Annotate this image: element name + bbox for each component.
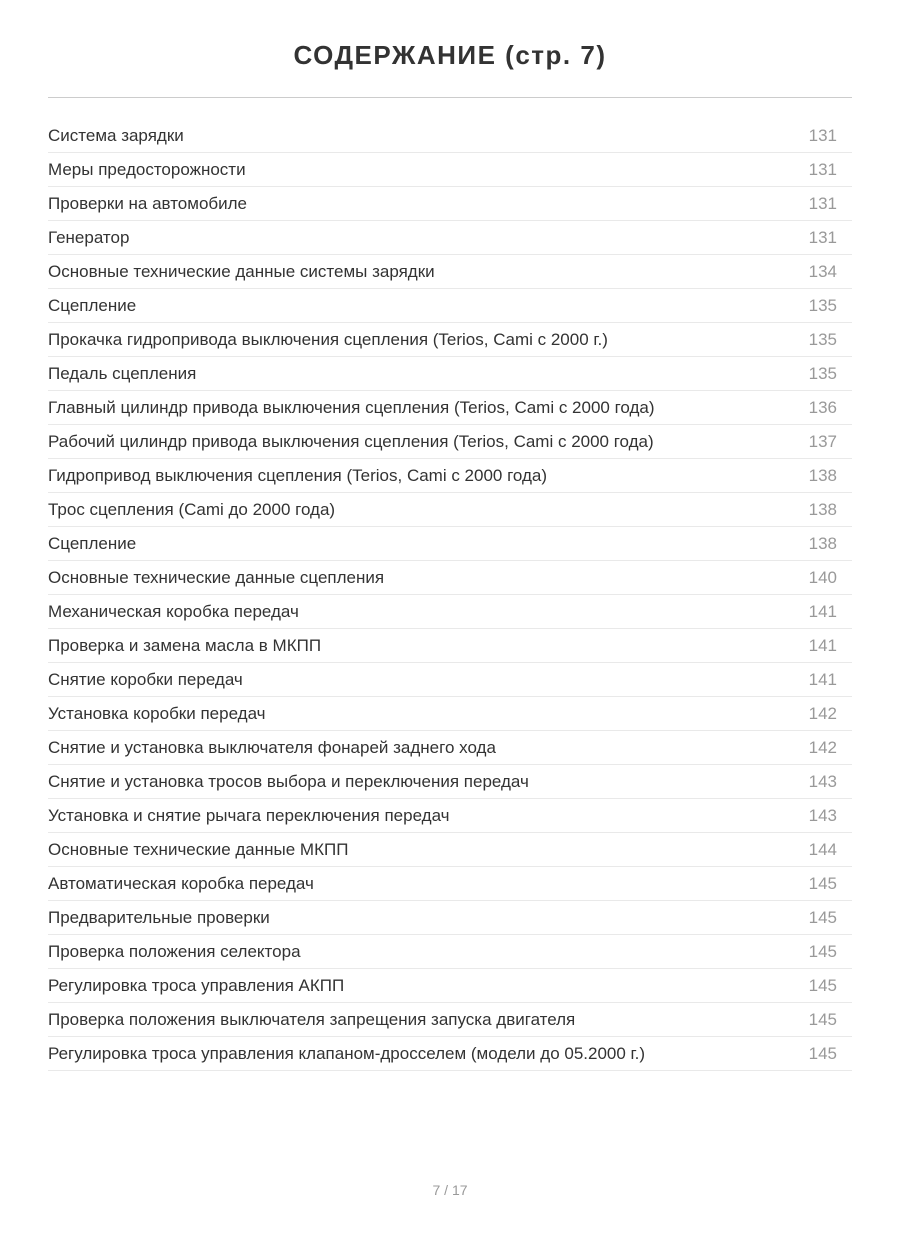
toc-entry-title: Автоматическая коробка передач [48,873,314,893]
page-indicator: 7 / 17 [432,1182,468,1198]
toc-entry-page-number: 140 [808,567,837,587]
toc-entry[interactable] [48,221,852,255]
toc-entry-title: Снятие коробки передач [48,669,243,689]
toc-entry-page-number: 137 [808,431,837,451]
toc-entry[interactable] [48,663,852,697]
toc-entry-page-number: 138 [808,465,837,485]
toc-entry-page-number: 138 [808,499,837,519]
toc-entry-title: Прокачка гидропривода выключения сцепления (Terios, Cami с 2000 г.) [48,329,608,349]
toc-entry[interactable] [48,561,852,595]
toc-entry-page-number: 131 [808,159,837,179]
toc-entry-page-number: 141 [808,635,837,655]
toc-entry-page-number: 142 [808,703,837,723]
toc-entry[interactable] [48,357,852,391]
toc-entry-title: Регулировка троса управления АКПП [48,975,345,995]
toc-entry[interactable] [48,595,852,629]
toc-entry-page-number: 142 [808,737,837,757]
toc-entry[interactable] [48,1003,852,1037]
toc-entry-title: Регулировка троса управления клапаном-дросселем (модели до 05.2000 г.) [48,1043,646,1063]
toc-entry[interactable] [48,765,852,799]
toc-entry-page-number: 136 [808,397,837,417]
toc-entry[interactable] [48,731,852,765]
toc-entry-title: Трос сцепления (Cami до 2000 года) [48,499,336,519]
toc-entry[interactable] [48,527,852,561]
toc-entry[interactable] [48,1037,852,1071]
toc-entry-page-number: 141 [808,601,837,621]
toc-entry-page-number: 144 [808,839,837,859]
toc-entry-page-number: 138 [808,533,837,553]
toc-entry-title: Проверка и замена масла в МКПП [48,635,322,655]
toc-entry[interactable] [48,119,852,153]
toc-entry-title: Проверка положения выключателя запрещения запуска двигателя [48,1009,576,1029]
toc-entry[interactable] [48,629,852,663]
page-title: СОДЕРЖАНИЕ (стр. 7) [293,40,607,70]
toc-entry-title: Меры предосторожности [48,159,246,179]
toc-list [48,98,852,1071]
toc-entry-page-number: 143 [808,805,837,825]
toc-page [0,40,900,1198]
toc-entry-title: Установка коробки передач [48,703,266,723]
toc-entry-page-number: 145 [808,975,837,995]
toc-entry[interactable] [48,697,852,731]
toc-entry-title: Генератор [48,227,130,247]
toc-entry[interactable] [48,901,852,935]
toc-entry[interactable] [48,187,852,221]
toc-entry-page-number: 143 [808,771,837,791]
toc-entry-page-number: 145 [808,907,837,927]
toc-entry[interactable] [48,799,852,833]
toc-entry-title: Предварительные проверки [48,907,270,927]
toc-entry-page-number: 135 [808,363,837,383]
toc-entry[interactable] [48,935,852,969]
toc-entry[interactable] [48,425,852,459]
toc-entry[interactable] [48,867,852,901]
toc-entry-page-number: 145 [808,941,837,961]
toc-entry-title: Система зарядки [48,125,184,145]
toc-entry[interactable] [48,255,852,289]
toc-entry[interactable] [48,391,852,425]
toc-entry-title: Педаль сцепления [48,363,197,383]
toc-entry-title: Проверки на автомобиле [48,193,248,213]
toc-entry-title: Проверка положения селектора [48,941,301,961]
toc-entry[interactable] [48,323,852,357]
toc-entry-title: Снятие и установка тросов выбора и переключения передач [48,771,529,791]
toc-entry-title: Гидропривод выключения сцепления (Terios, Cami с 2000 года) [48,465,548,485]
toc-entry-page-number: 131 [808,125,837,145]
toc-entry-page-number: 141 [808,669,837,689]
toc-entry-title: Рабочий цилиндр привода выключения сцепления (Terios, Cami с 2000 года) [48,431,654,451]
toc-entry[interactable] [48,459,852,493]
toc-entry-title: Сцепление [48,533,137,553]
toc-entry-page-number: 135 [808,295,837,315]
toc-entry[interactable] [48,833,852,867]
toc-entry-title: Механическая коробка передач [48,601,299,621]
toc-entry[interactable] [48,289,852,323]
toc-entry-title: Снятие и установка выключателя фонарей заднего хода [48,737,496,757]
toc-entry[interactable] [48,153,852,187]
toc-entry[interactable] [48,969,852,1003]
toc-entry-title: Сцепление [48,295,137,315]
toc-entry[interactable] [48,493,852,527]
toc-entry-page-number: 145 [808,1043,837,1063]
toc-entry-title: Установка и снятие рычага переключения передач [48,805,450,825]
toc-entry-title: Основные технические данные МКПП [48,839,349,859]
toc-entry-title: Основные технические данные системы зарядки [48,261,435,281]
toc-entry-page-number: 145 [808,873,837,893]
toc-entry-title: Основные технические данные сцепления [48,567,385,587]
toc-entry-page-number: 135 [808,329,837,349]
toc-entry-page-number: 131 [808,193,837,213]
toc-entry-page-number: 131 [808,227,837,247]
toc-entry-page-number: 134 [808,261,837,281]
toc-entry-page-number: 145 [808,1009,837,1029]
toc-entry-title: Главный цилиндр привода выключения сцепления (Terios, Cami с 2000 года) [48,397,655,417]
